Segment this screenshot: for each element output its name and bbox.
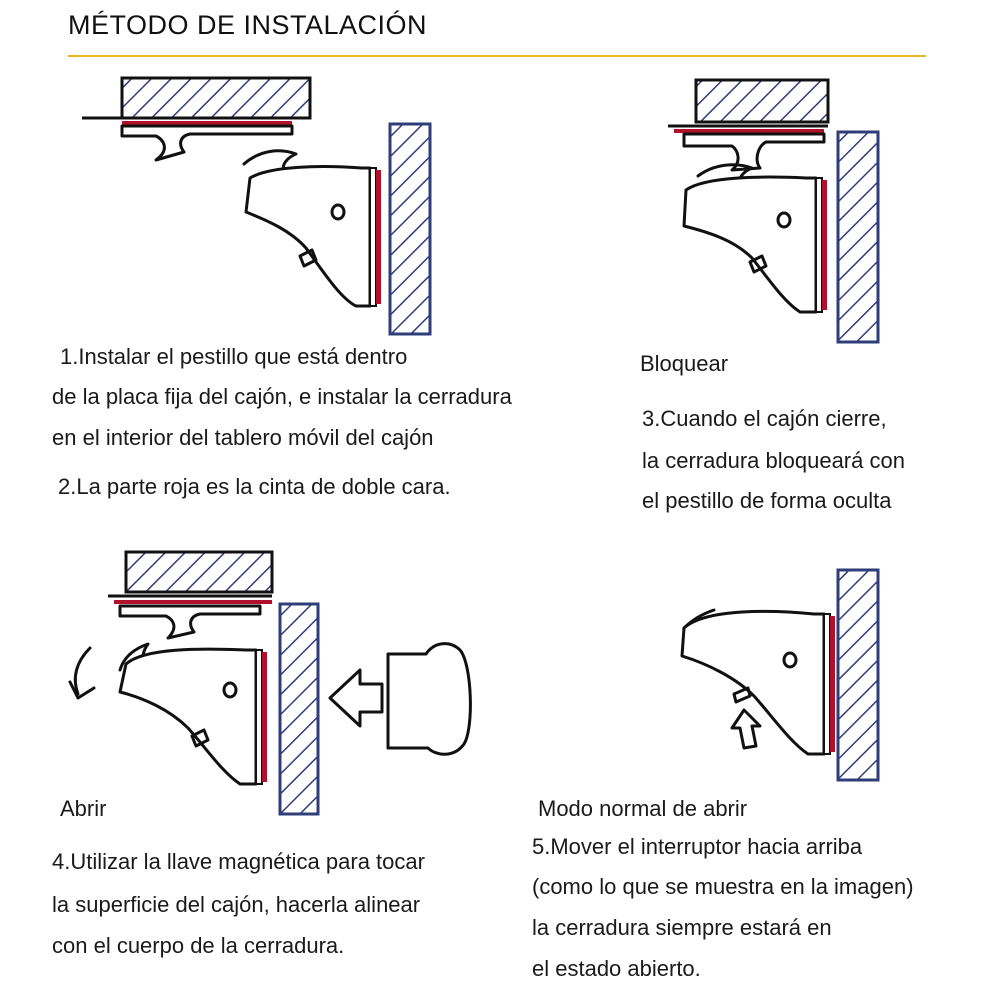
lock-pin-hole xyxy=(784,653,796,667)
figure-install xyxy=(60,70,460,340)
lock-tape-red xyxy=(262,652,267,782)
step4-line-2: la superficie del cajón, hacerla alinear xyxy=(52,892,421,917)
step3-line-2: la cerradura bloqueará con xyxy=(642,448,905,473)
normal-open-caption: Modo normal de abrir xyxy=(538,796,748,821)
step1-line-2: de la placa fija del cajón, e instalar la cerradura xyxy=(52,384,512,409)
step5-line-3: la cerradura siempre estará en xyxy=(532,915,832,940)
lock-body xyxy=(684,177,816,312)
lock-tape xyxy=(824,614,830,754)
step5-line-4: el estado abierto. xyxy=(532,956,701,981)
lock-tape xyxy=(816,178,822,312)
fixed-panel-hatch xyxy=(126,552,272,592)
movable-panel-hatch xyxy=(390,124,430,334)
step3-line-3: el pestillo de forma oculta xyxy=(642,488,892,513)
magnetic-key xyxy=(388,644,470,755)
movable-panel-hatch xyxy=(838,570,878,780)
lock-tape-red xyxy=(822,180,827,310)
movable-panel-hatch xyxy=(280,604,318,814)
lock-body xyxy=(120,649,256,784)
lock-switch xyxy=(300,250,316,266)
step4-line-3: con el cuerpo de la cerradura. xyxy=(52,933,345,958)
figure-lock xyxy=(666,76,886,346)
lock-switch xyxy=(734,688,750,702)
latch-tape xyxy=(122,121,292,125)
fixed-panel-hatch xyxy=(122,78,310,118)
lock-pin-hole xyxy=(332,205,344,219)
figure-open xyxy=(50,548,480,818)
title-underline xyxy=(68,55,926,57)
step3-line-1: 3.Cuando el cajón cierre, xyxy=(642,406,887,431)
step1-line-1: 1.Instalar el pestillo que está dentro xyxy=(60,344,408,369)
rotate-arrow-icon xyxy=(70,648,94,698)
page-title: MÉTODO DE INSTALACIÓN xyxy=(68,10,428,40)
step1-line-3: en el interior del tablero móvil del cajón xyxy=(52,425,434,450)
lock-tape xyxy=(256,650,262,784)
lock-pin-hole xyxy=(778,213,790,227)
step2-note: 2.La parte roja es la cinta de doble cara. xyxy=(58,474,451,499)
step5-line-1: 5.Mover el interruptor hacia arriba xyxy=(532,834,863,859)
latch-tape xyxy=(674,129,824,133)
lock-tape-red xyxy=(376,170,381,304)
latch-plate xyxy=(120,606,260,638)
lock-pin-hole xyxy=(224,683,236,697)
open-caption: Abrir xyxy=(60,796,107,821)
fixed-panel-hatch xyxy=(696,80,828,122)
movable-panel-hatch xyxy=(838,132,878,342)
lock-tape-red xyxy=(830,616,835,752)
latch-plate xyxy=(684,134,824,170)
step5-line-2: (como lo que se muestra en la imagen) xyxy=(532,874,914,899)
lock-tape xyxy=(370,168,376,306)
figure-normal-open xyxy=(674,566,894,786)
up-arrow-icon xyxy=(732,710,760,748)
latch-plate xyxy=(122,126,292,160)
latch-hook-piece xyxy=(244,151,296,168)
lock-body xyxy=(246,167,370,306)
step4-line-1: 4.Utilizar la llave magnética para tocar xyxy=(52,849,425,874)
latch-tape xyxy=(114,600,272,604)
lock-caption: Bloquear xyxy=(640,351,729,376)
push-arrow-icon xyxy=(330,670,382,726)
